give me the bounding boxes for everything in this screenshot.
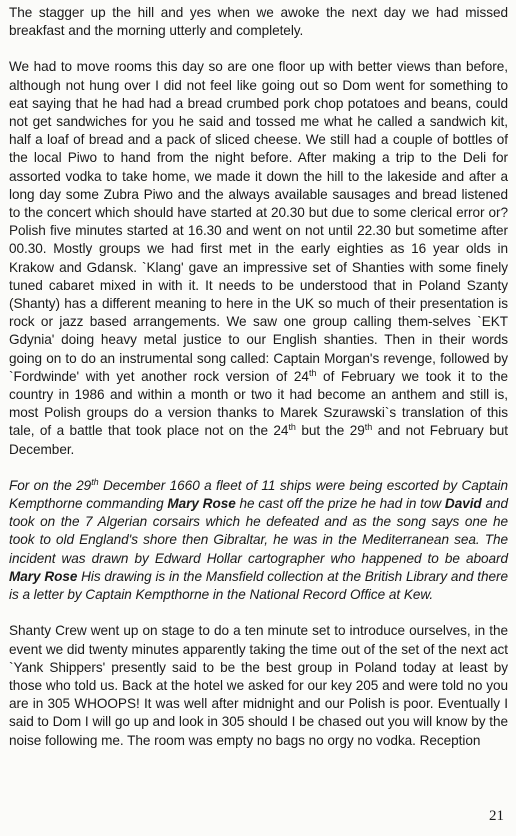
paragraph-4-text: Shanty Crew went up on stage to do a ten minute set to introduce ourselves, in the event we did twenty minutes apparently taking the time out of the set of the next act `Yank Shippers' presently said to be the best group in Poland today at least by those who told us. Back at the hotel we asked for our key 205 and were told no you are in 305 WHOOPS! It was well after midnight and our Polish is poor. Eventually I said to Dom I will go up and look in 305 should I be chased out you will know by the noise following me. The room was empty no bags no orgy no vodka. Reception (9, 623, 508, 748)
paragraph-3-text-b: December 1660 a fleet of 11 ships were being escorted by Captain Kempthorne commanding (9, 477, 508, 512)
paragraph-1 (9, 4, 508, 40)
paragraph-3-italic-note (9, 477, 508, 604)
paragraph-3-text-e: His drawing is in the Mansfield collection at the British Library and there is a letter by Captain Kempthorne in the National Record Office at Kew. (9, 568, 508, 603)
page-number: 21 (489, 808, 504, 824)
paragraph-2-text-c: but the 29 (295, 423, 365, 439)
superscript-th: th (308, 367, 317, 378)
superscript-th: th (288, 422, 296, 433)
superscript-th: th (91, 476, 99, 487)
paragraph-3-text-a: For on the 29 (9, 477, 92, 493)
superscript-th: th (364, 422, 373, 433)
paragraph-3-text-c: he cast off the prize he had in tow (235, 496, 445, 512)
ship-name-mary-rose: Mary Rose (9, 568, 78, 584)
ship-name-david: David (444, 496, 482, 512)
paragraph-1-text: The stagger up the hill and yes when we awoke the next day we had missed breakfast and the morning utterly and completely. (9, 5, 508, 39)
paragraph-2-text-a: We had to move rooms this day so are one floor up with better views than before, although not hung over I did not feel like going out so Dom went for something to eat saying that he had had a bread crumbed pork chop potatoes and beans, could not get sandwiches for you he said and tossed me what he called a sandwich kit, half a loaf of bread and a pack of sliced cheese. We still had a couple of bottles of the local Piwo to hand from the night before. After making a trip to the Deli for assorted vodka to take home, we made it down the hill to the lakeside and after a long day some Zubra Piwo and the always available sausages and bread listened to the concert which should have started at 20.30 but due to some clerical error or? Polish five minutes started at 16.30 and went on not until 22.30 but sometime after 00.30. Mostly groups we had first met in the early eighties as 16 year olds in Krakow and Gdansk. `Klang' gave an impressive set of Shanties with some finely tuned cabaret mixed in with it. It needs to be understood that in Poland Szanty (Shanty) has a different meaning to here in the UK so much of their presentation is rock or jazz based arrangements. We saw one group calling them-selves `EKT Gdynia' doing heavy metal justice to our English shanties. Then in their words going on to do an instrumental song called: Captain Morgan's revenge, followed by `Fordwinde' with yet another rock version of 24 (9, 59, 508, 384)
paragraph-2-text-d: and not February but December. (9, 423, 508, 457)
paragraph-2-text-b: of February we took it to the country in 1986 and within a month or two it had become an anthem and still is, most Polish groups do a version thanks to Marek Szurawski`s translation of this tale, of a battle that took place not on the 24 (9, 368, 508, 439)
paragraph-4 (9, 622, 508, 749)
paragraph-2 (9, 58, 508, 458)
page-body (9, 4, 508, 750)
ship-name-mary-rose: Mary Rose (167, 496, 236, 512)
paragraph-3-text-d: and took on the 7 Algerian corsairs which he defeated and as the song says one he took to old England's shore then Gibraltar, he was in the Mediterranean sea. The incident was drawn by Edward Hollar cartographer who happened to be aboard (9, 496, 508, 566)
